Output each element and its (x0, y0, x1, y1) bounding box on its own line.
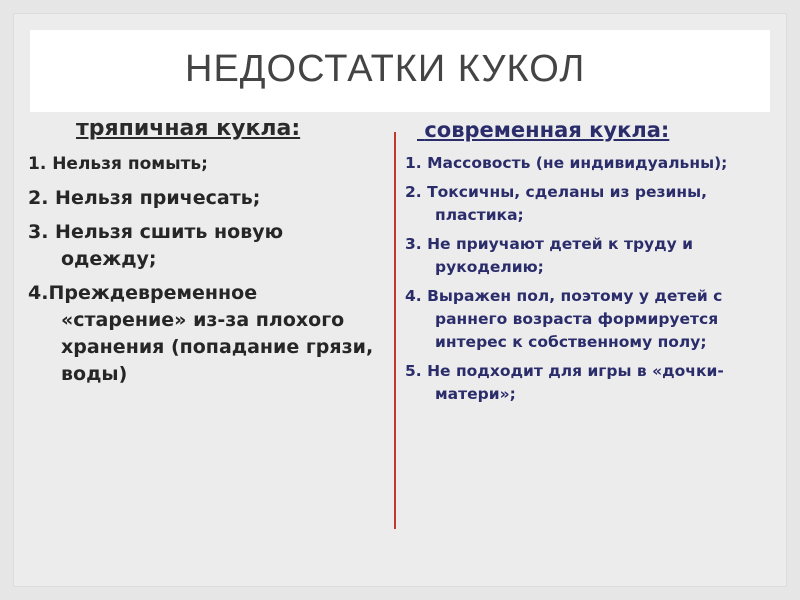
right-column (405, 118, 785, 412)
column-divider (394, 132, 396, 529)
list-item: 4. Выражен пол, поэтому у детей с раннего возраста формируется интерес к собственному полу; (405, 287, 723, 351)
list-item: 3. Нельзя сшить новую одежду; (28, 221, 284, 270)
right-column-heading: современная кукла: (424, 118, 670, 142)
list-item: 3. Не приучают детей к труду и рукоделию; (405, 235, 694, 276)
list-item: 2. Нельзя причесать; (28, 187, 261, 209)
slide-title: НЕДОСТАТКИ КУКОЛ (185, 48, 586, 90)
left-column-heading: тряпичная кукла: (76, 116, 301, 141)
left-column (28, 116, 378, 395)
left-column-list (28, 151, 378, 388)
list-item: 4.Преждевременное «старение» из-за плохого хранения (попадание грязи, воды) (28, 282, 374, 385)
list-item: 1. Нельзя помыть; (28, 154, 208, 174)
list-item: 2. Токсичны, сделаны из резины, пластика; (405, 183, 708, 224)
list-item: 5. Не подходит для игры в «дочки-матери»; (405, 362, 724, 403)
right-column-list (405, 152, 785, 406)
list-item: 1. Массовость (не индивидуальны); (405, 154, 728, 172)
